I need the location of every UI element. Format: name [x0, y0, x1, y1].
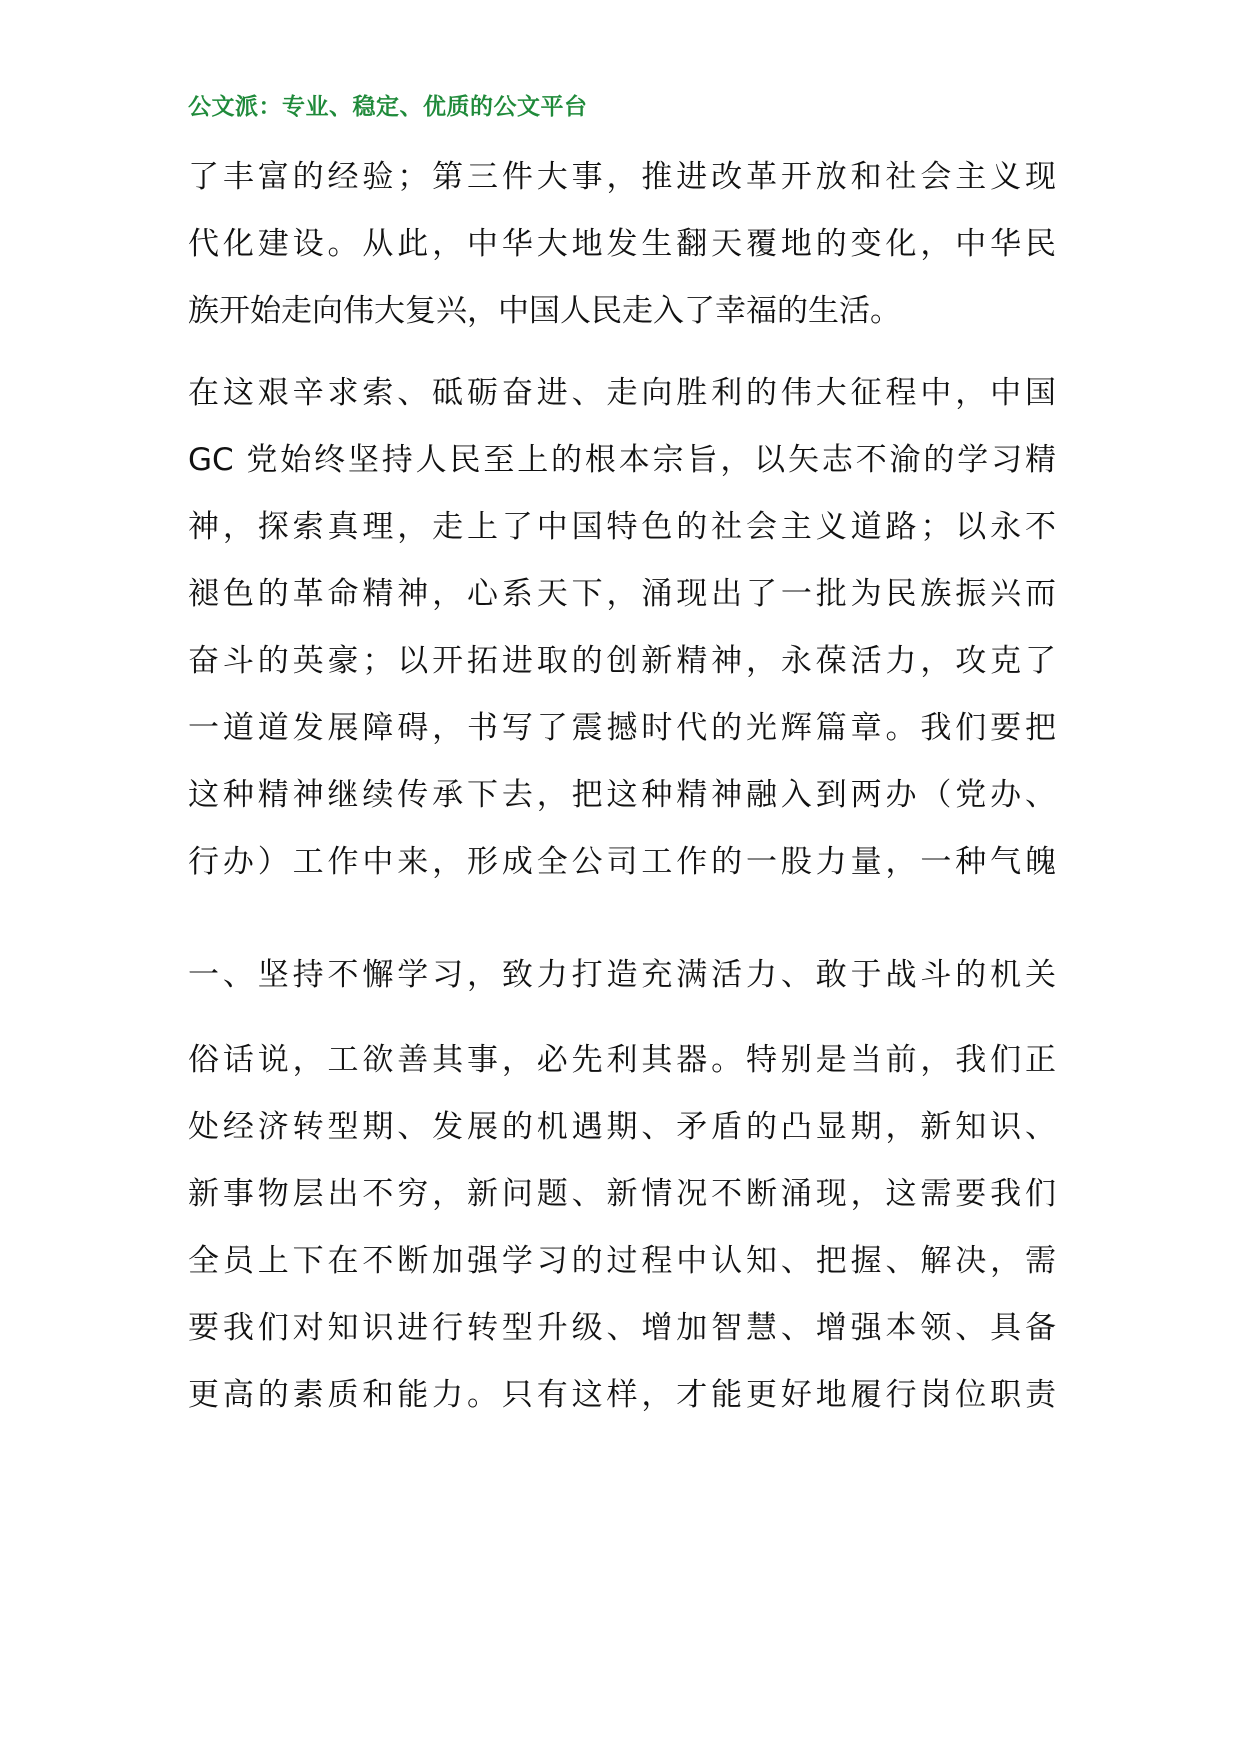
text-line-5: GC 党始终坚持人民至上的根本宗旨，以矢志不渝的学习精	[188, 442, 1056, 478]
text-line-14: 处经济转型期、发展的机遇期、矛盾的凸显期，新知识、	[188, 1109, 1056, 1145]
text-line-1: 了丰富的经验；第三件大事，推进改革开放和社会主义现	[188, 159, 1056, 195]
text-line-7: 褪色的革命精神，心系天下，涌现出了一批为民族振兴而	[188, 576, 1056, 612]
text-line-10: 这种精神继续传承下去，把这种精神融入到两办（党办、	[188, 777, 1056, 813]
site-header: 公文派：专业、稳定、优质的公文平台	[188, 93, 588, 120]
text-line-2: 代化建设。从此，中华大地发生翻天覆地的变化，中华民	[188, 226, 1056, 262]
text-line-8: 奋斗的英豪；以开拓进取的创新精神，永葆活力，攻克了	[188, 643, 1056, 679]
section-heading: 一、坚持不懈学习，致力打造充满活力、敢于战斗的机关	[188, 957, 1056, 993]
text-line-18: 更高的素质和能力。只有这样，才能更好地履行岗位职责	[188, 1377, 1056, 1413]
text-line-13: 俗话说，工欲善其事，必先利其器。特别是当前，我们正	[188, 1042, 1056, 1078]
text-line-9: 一道道发展障碍，书写了震撼时代的光辉篇章。我们要把	[188, 710, 1056, 746]
text-line-11: 行办）工作中来，形成全公司工作的一股力量，一种气魄	[188, 844, 1056, 880]
text-line-16: 全员上下在不断加强学习的过程中认知、把握、解决，需	[188, 1243, 1056, 1279]
text-line-15: 新事物层出不穷，新问题、新情况不断涌现，这需要我们	[188, 1176, 1056, 1212]
text-line-4: 在这艰辛求索、砥砺奋进、走向胜利的伟大征程中，中国	[188, 375, 1056, 411]
text-line-17: 要我们对知识进行转型升级、增加智慧、增强本领、具备	[188, 1310, 1056, 1346]
text-line-6: 神，探索真理，走上了中国特色的社会主义道路；以永不	[188, 509, 1056, 545]
text-line-3: 族开始走向伟大复兴，中国人民走入了幸福的生活。	[188, 293, 901, 329]
